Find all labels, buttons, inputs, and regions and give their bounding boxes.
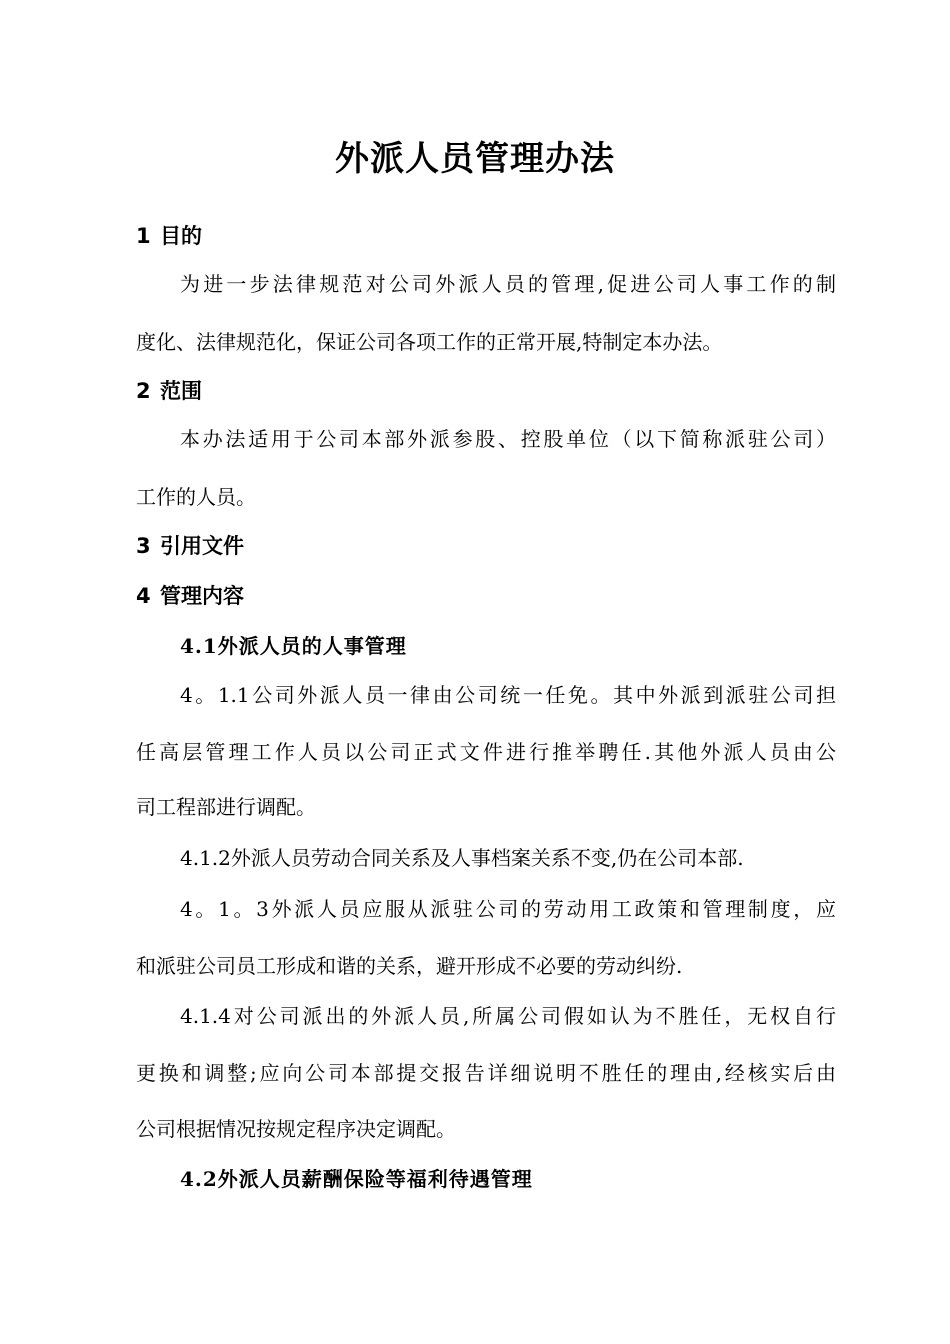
section-4-heading <box>136 581 244 611</box>
section-2-heading <box>136 376 202 406</box>
section-title: 目的 <box>160 224 202 248</box>
section-title: 范围 <box>160 379 202 403</box>
document-title: 外派人员管理办法 <box>335 139 615 179</box>
section-title: 管理内容 <box>160 584 244 608</box>
section-2-para-line-1: 本办法适用于公司本部外派参股、控股单位（以下简称派驻公司） <box>180 427 836 451</box>
subsection-4-2-heading: 4.2外派人员薪酬保险等福利待遇管理 <box>180 1167 533 1191</box>
clause-4-1-1-line-2: 任高层管理工作人员以公司正式文件进行推举聘任.其他外派人员由公 <box>136 740 836 764</box>
clause-4-1-1-line-3: 司工程部进行调配。 <box>136 795 316 819</box>
section-3-heading <box>136 531 244 561</box>
clause-4-1-4-line-2: 更换和调整;应向公司本部提交报告详细说明不胜任的理由,经核实后由 <box>136 1061 836 1085</box>
section-1-para-line-2: 度化、法律规范化，保证公司各项工作的正常开展,特制定本办法。 <box>136 330 723 354</box>
section-number: 3 <box>136 534 151 558</box>
clause-4-1-3-line-2: 和派驻公司员工形成和谐的关系，避开形成不必要的劳动纠纷. <box>136 954 683 978</box>
section-2-para-line-2: 工作的人员。 <box>136 485 256 509</box>
section-number: 2 <box>136 379 151 403</box>
section-1-para-line-1: 为进一步法律规范对公司外派人员的管理,促进公司人事工作的制 <box>180 272 836 296</box>
section-1-heading <box>136 221 202 251</box>
clause-4-1-1-line-1: 4。1.1公司外派人员一律由公司统一任免。其中外派到派驻公司担 <box>180 683 836 707</box>
section-number: 4 <box>136 584 151 608</box>
clause-4-1-2-line-1: 4.1.2外派人员劳动合同关系及人事档案关系不变,仍在公司本部. <box>180 846 744 870</box>
section-title: 引用文件 <box>160 534 244 558</box>
clause-4-1-3-line-1: 4。1。3外派人员应服从派驻公司的劳动用工政策和管理制度，应 <box>180 897 836 921</box>
clause-4-1-4-line-1: 4.1.4对公司派出的外派人员,所属公司假如认为不胜任，无权自行 <box>180 1004 836 1028</box>
subsection-4-1-heading: 4.1外派人员的人事管理 <box>180 634 407 658</box>
section-number: 1 <box>136 224 151 248</box>
clause-4-1-4-line-3: 公司根据情况按规定程序决定调配。 <box>136 1117 456 1141</box>
